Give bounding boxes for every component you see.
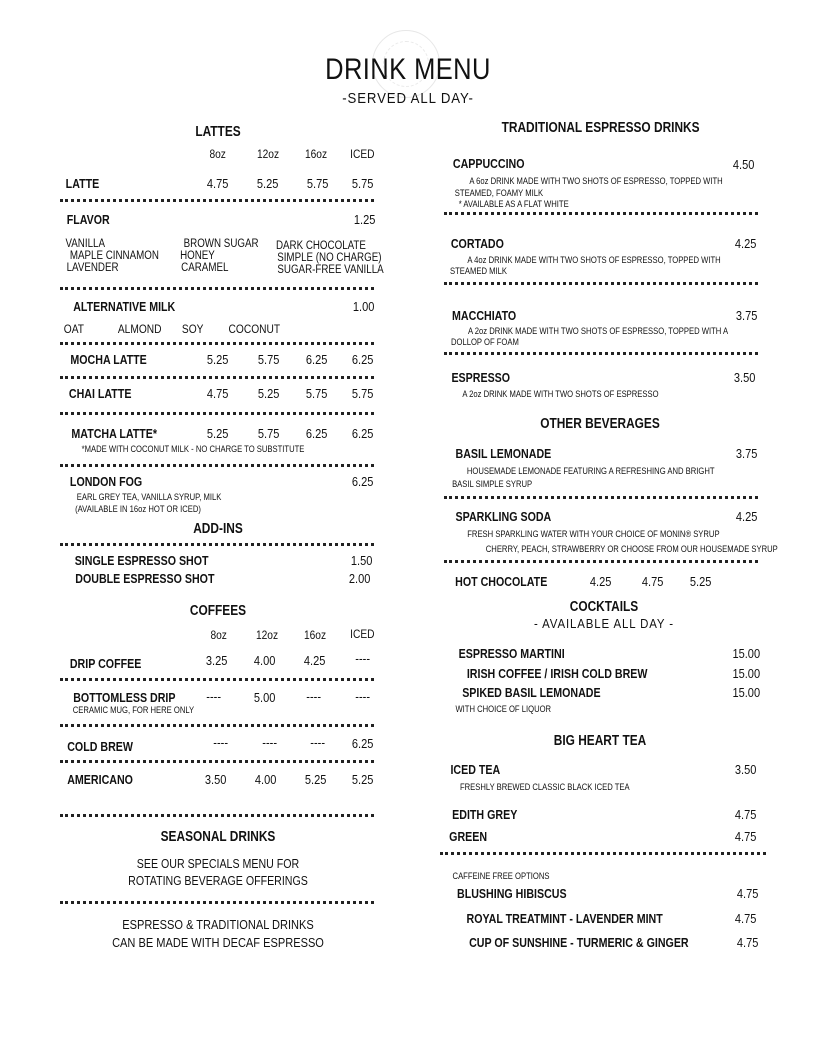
price: 5.25 (304, 772, 327, 787)
matcha-name: MATCHA LATTE* (71, 426, 158, 441)
price: 4.25 (734, 236, 757, 251)
milk-option: ALMOND (117, 322, 162, 336)
price: 4.75 (206, 176, 229, 191)
green-tea-name: GREEN (449, 829, 488, 844)
divider (60, 814, 374, 817)
divider (60, 342, 374, 345)
americano-name: AMERICANO (67, 772, 133, 787)
price: 5.75 (305, 386, 328, 401)
flavor-option: MAPLE CINNAMON (69, 250, 159, 262)
cappuccino-desc: A 6oz DRINK MADE WITH TWO SHOTS OF ESPRESSO, TOPPED WITH (469, 176, 723, 186)
price: 5.25 (257, 386, 280, 401)
decaf-note: CAN BE MADE WITH DECAF ESPRESSO (112, 935, 324, 950)
macchiato-desc: A 2oz DRINK MADE WITH TWO SHOTS OF ESPRESSO, TOPPED WITH A (467, 326, 729, 336)
latte-name: LATTE (65, 176, 100, 191)
price: 5.75 (306, 176, 329, 191)
basil-lemonade-desc: BASIL SIMPLE SYRUP (452, 479, 533, 489)
price: 4.75 (734, 911, 757, 926)
cocktail-name: IRISH COFFEE / IRISH COLD BREW (466, 666, 648, 681)
divider (60, 543, 374, 546)
price: 5.25 (351, 772, 374, 787)
soda-desc: CHERRY, PEACH, STRAWBERRY OR CHOOSE FROM OUR HOUSEMADE SYRUP (485, 544, 778, 554)
price: 15.00 (732, 646, 761, 661)
cappuccino-desc: STEAMED, FOAMY MILK (454, 188, 544, 198)
price: 4.75 (641, 574, 664, 589)
price: 6.25 (305, 426, 328, 441)
price: 3.75 (735, 446, 758, 461)
price: 5.25 (206, 352, 229, 367)
price: 5.75 (351, 176, 374, 191)
divider (444, 282, 758, 285)
divider (444, 496, 758, 499)
price: 5.25 (256, 176, 279, 191)
hibiscus-name: BLUSHING HIBISCUS (457, 886, 567, 901)
divider (60, 376, 374, 379)
price: 5.00 (253, 690, 276, 705)
decaf-note: ESPRESSO & TRADITIONAL DRINKS (122, 917, 314, 932)
flavor-option: SUGAR-FREE VANILLA (277, 264, 384, 276)
milk-option: SOY (181, 322, 204, 336)
price: 3.50 (204, 772, 227, 787)
flavor-name: FLAVOR (66, 212, 110, 227)
price: 15.00 (732, 666, 761, 681)
edith-grey-name: EDITH GREY (452, 807, 518, 822)
cappuccino-name: CAPPUCCINO (452, 156, 525, 171)
price: ---- (262, 735, 278, 750)
divider (60, 901, 374, 904)
price: 1.00 (352, 299, 375, 314)
cocktails-subheading: - AVAILABLE ALL DAY - (534, 616, 674, 631)
drip-name: DRIP COFFEE (69, 656, 142, 671)
bottomless-note: CERAMIC MUG, FOR HERE ONLY (72, 705, 195, 715)
cocktail-name: SPIKED BASIL LEMONADE (462, 685, 601, 700)
soda-desc: FRESH SPARKLING WATER WITH YOUR CHOICE OF MONIN® SYRUP (467, 529, 720, 539)
price: 3.25 (205, 653, 228, 668)
flavor-option: LAVENDER (66, 262, 119, 274)
flavor-option: HONEY (180, 250, 215, 262)
matcha-note: *MADE WITH COCONUT MILK - NO CHARGE TO SUBSTITUTE (81, 444, 305, 454)
price: 4.00 (254, 772, 277, 787)
london-fog-desc: (AVAILABLE IN 16oz HOT OR ICED) (75, 504, 201, 514)
espresso-heading: TRADITIONAL ESPRESSO DRINKS (501, 120, 700, 136)
espresso-name: ESPRESSO (451, 370, 511, 385)
price: ---- (355, 651, 371, 666)
cortado-desc: A 4oz DRINK MADE WITH TWO SHOTS OF ESPRESSO, TOPPED WITH (467, 255, 721, 265)
flavor-option: VANILLA (65, 238, 105, 250)
price: 6.25 (351, 474, 374, 489)
price: 6.25 (351, 426, 374, 441)
bottomless-name: BOTTOMLESS DRIP (73, 690, 176, 705)
iced-tea-name: ICED TEA (450, 762, 501, 777)
seasonal-heading: SEASONAL DRINKS (160, 829, 276, 845)
price: 4.75 (736, 886, 759, 901)
divider (60, 464, 374, 467)
divider (60, 760, 374, 763)
cocktail-name: ESPRESSO MARTINI (458, 646, 565, 661)
price: ---- (213, 735, 229, 750)
page-title: DRINK MENU (325, 53, 491, 86)
coffees-heading: COFFEES (189, 603, 247, 619)
espresso-desc: A 2oz DRINK MADE WITH TWO SHOTS OF ESPRESSO (462, 389, 659, 399)
price: 3.50 (734, 762, 757, 777)
price: 6.25 (351, 352, 374, 367)
flavor-option: CARAMEL (181, 262, 229, 274)
price: 3.75 (735, 308, 758, 323)
price: ---- (306, 689, 322, 704)
size-header: 16oz (304, 147, 328, 161)
divider (60, 724, 374, 727)
price: 6.25 (351, 736, 374, 751)
lattes-heading: LATTES (195, 124, 241, 140)
single-shot-name: SINGLE ESPRESSO SHOT (74, 553, 209, 568)
price: 5.25 (689, 574, 712, 589)
iced-tea-desc: FRESHLY BREWED CLASSIC BLACK ICED TEA (459, 782, 630, 792)
price: 6.25 (305, 352, 328, 367)
chai-name: CHAI LATTE (68, 386, 132, 401)
basil-lemonade-name: BASIL LEMONADE (455, 446, 552, 461)
hot-chocolate-name: HOT CHOCOLATE (455, 574, 548, 589)
royal-treatmint-name: ROYAL TREATMINT - LAVENDER MINT (466, 911, 663, 926)
price: ---- (310, 735, 326, 750)
price: 4.75 (736, 935, 759, 950)
price: 4.25 (303, 653, 326, 668)
size-header: 12oz (256, 147, 280, 161)
price: 1.25 (353, 212, 376, 227)
other-heading: OTHER BEVERAGES (540, 416, 660, 432)
price: 4.25 (589, 574, 612, 589)
size-header: 8oz (210, 628, 227, 642)
price: 4.75 (734, 829, 757, 844)
price: 4.50 (732, 157, 755, 172)
size-header: 8oz (209, 147, 226, 161)
size-header: ICED (350, 147, 375, 161)
flavor-option: DARK CHOCOLATE (275, 240, 366, 252)
alt-milk-name: ALTERNATIVE MILK (73, 299, 176, 314)
mocha-name: MOCHA LATTE (70, 352, 147, 367)
price: 4.75 (206, 386, 229, 401)
price: 5.75 (257, 352, 280, 367)
seasonal-line: ROTATING BEVERAGE OFFERINGS (128, 874, 308, 888)
price: 4.25 (735, 509, 758, 524)
price: 4.75 (734, 807, 757, 822)
price: 4.00 (253, 653, 276, 668)
caffeine-free-label: CAFFEINE FREE OPTIONS (452, 871, 550, 881)
price: 5.25 (206, 426, 229, 441)
divider (444, 560, 758, 563)
price: 1.50 (350, 553, 373, 568)
cocktail-note: WITH CHOICE OF LIQUOR (455, 704, 552, 714)
divider (444, 352, 758, 355)
divider (60, 287, 374, 290)
divider (444, 212, 758, 215)
cappuccino-desc: * AVAILABLE AS A FLAT WHITE (458, 199, 569, 209)
london-fog-desc: EARL GREY TEA, VANILLA SYRUP, MILK (76, 492, 222, 502)
tea-heading: BIG HEART TEA (553, 733, 647, 749)
price: ---- (355, 689, 371, 704)
price: 2.00 (348, 571, 371, 586)
cortado-name: CORTADO (450, 236, 504, 251)
macchiato-name: MACCHIATO (452, 308, 517, 323)
price: ---- (206, 689, 222, 704)
divider (60, 199, 374, 202)
price: 5.75 (351, 386, 374, 401)
flavor-option: SIMPLE (NO CHARGE) (277, 252, 382, 264)
size-header: 16oz (303, 628, 327, 642)
cocktails-heading: COCKTAILS (569, 599, 639, 615)
divider (440, 852, 766, 855)
size-header: ICED (350, 627, 375, 641)
price: 3.50 (733, 370, 756, 385)
sunshine-name: CUP OF SUNSHINE - TURMERIC & GINGER (469, 935, 689, 950)
size-header: 12oz (255, 628, 279, 642)
soda-name: SPARKLING SODA (455, 509, 552, 524)
divider (60, 412, 374, 415)
price: 15.00 (732, 685, 761, 700)
milk-option: COCONUT (228, 322, 281, 336)
addins-heading: ADD-INS (193, 521, 243, 537)
macchiato-desc: DOLLOP OF FOAM (450, 337, 519, 347)
page-subtitle: -SERVED ALL DAY- (342, 90, 474, 107)
cortado-desc: STEAMED MILK (450, 266, 507, 276)
milk-option: OAT (63, 322, 84, 336)
london-fog-name: LONDON FOG (69, 474, 143, 489)
divider (60, 678, 374, 681)
flavor-option: BROWN SUGAR (183, 238, 259, 250)
price: 5.75 (257, 426, 280, 441)
cold-brew-name: COLD BREW (67, 739, 133, 754)
basil-lemonade-desc: HOUSEMADE LEMONADE FEATURING A REFRESHING AND BRIGHT (466, 466, 715, 476)
seasonal-line: SEE OUR SPECIALS MENU FOR (136, 857, 300, 871)
double-shot-name: DOUBLE ESPRESSO SHOT (75, 571, 215, 586)
